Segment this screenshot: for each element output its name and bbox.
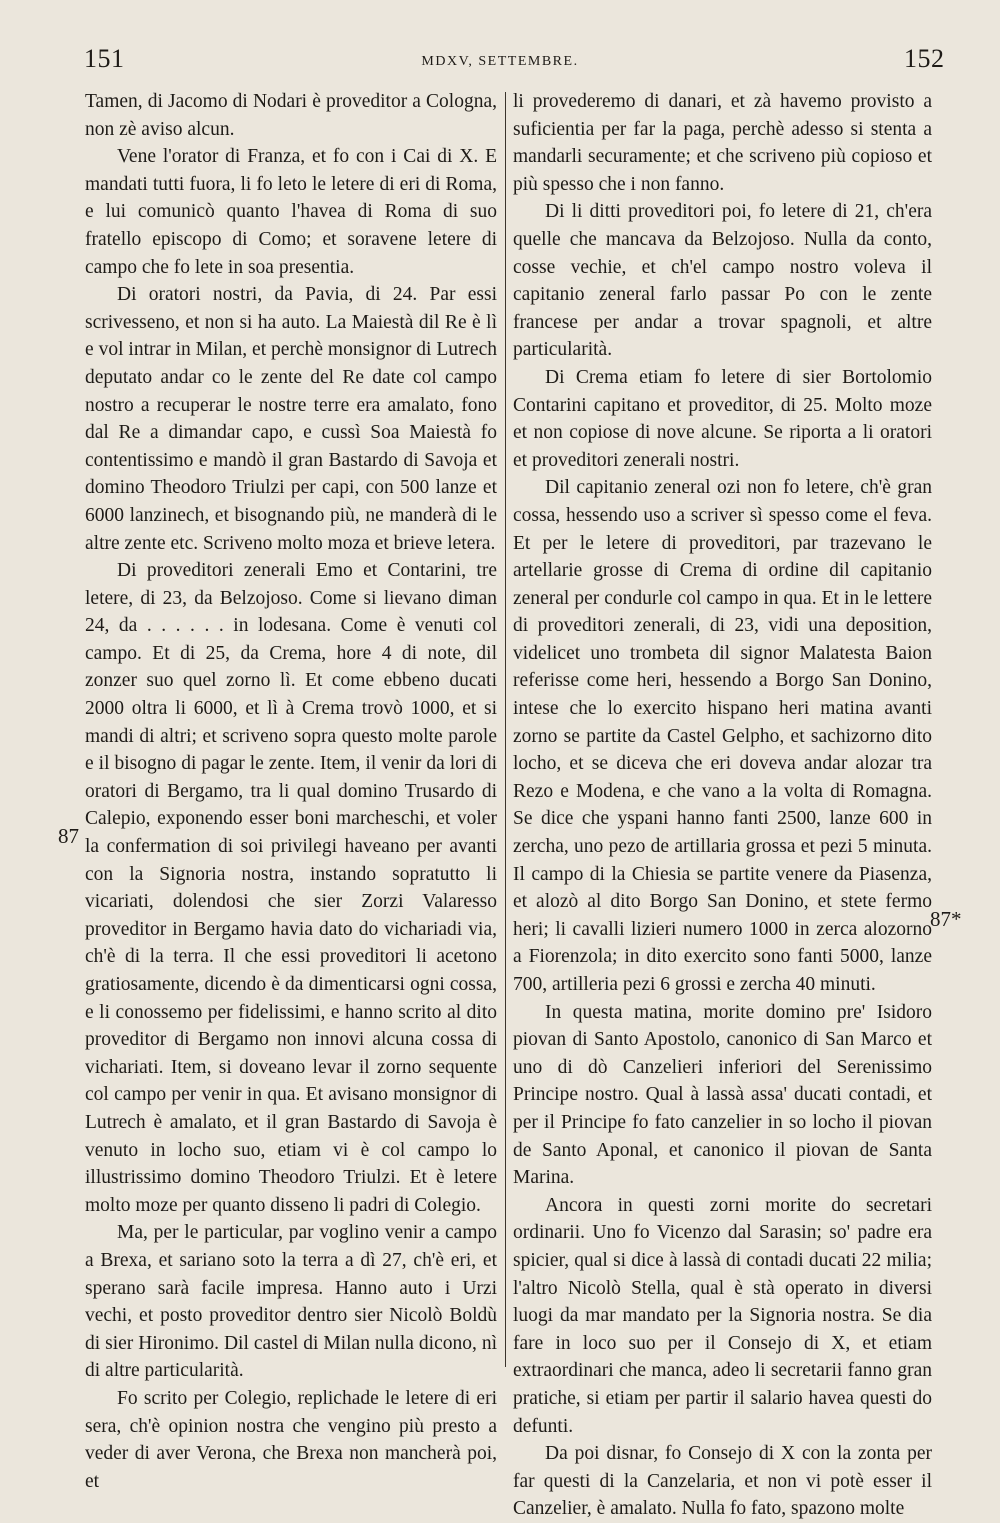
right-column	[513, 88, 932, 1520]
paragraph: Dil capitanio zeneral ozi non fo letere, ch'è gran cossa, hessendo uso a scriver sì spesso come el feva. Et per le letere di proveditori, par trazevano le artellarie grosse di Crema di ordine dil capitanio zeneral per condurle col campo in qua. Et in le lettere di proveditori zenerali, di 23, vidi una deposition, videlicet uno trombeta dil signor Malatesta Baion referisse come heri, hessendo a Borgo San Donino, intese che lo exercito hispano heri matina avanti zorno se partite da Castel Gelpho, et sachizorno dito locho, et se diceva che eri doveva andar alozar tra Rezo e Modena, e che vano a la volta di Romagna. Se dice che yspani hanno fanti 2500, lanze 600 in zercha, uno pezo de artillaria grossa et pezi 5 minuta. Il campo di la Chiesia se partite venere da Piasenza, et alozò al dito Borgo San Donino, et stete fermo heri; li cavalli lizieri numero 1000 in zerca alozorno a Fiorenzola; in dito exercito sono fanti 5000, lanze 700, artilleria pezi 6 grossi e zercha 40 minuti.	[513, 477, 932, 995]
running-title: MDXV, SETTEMBRE.	[421, 54, 579, 69]
paragraph: Vene l'orator di Franza, et fo con i Cai di X. E mandati tutti fuora, li fo leto le letere di eri di Roma, e lui comunicò quanto l'havea di Roma di suo fratello episcopo di Como; et soravene letere di campo che fo lete in soa presentia.	[85, 146, 497, 278]
paragraph: Da poi disnar, fo Consejo di X con la zonta per far questi di la Canzelaria, et non vi potè esser il Canzelier, è amalato. Nulla fo fato, spazono molte	[513, 1443, 932, 1520]
column-divider	[505, 92, 506, 1367]
paragraph: In questa matina, morite domino pre' Isidoro piovan di Santo Apostolo, canonico di San Marco et uno di dò Canzelieri inferiori del Serenissimo Principe nostro. Qual à lassà assa' ducati contadi, et per il Principe fo fato canzelier in so locho il piovan de Santo Aponal, et canonico il piovan de Santa Marina.	[513, 1001, 932, 1189]
paragraph: Ancora in questi zorni morite do secretari ordinarii. Uno fo Vicenzo dal Sarasin; so' padre era spicier, qual si dice à lassà di contadi ducati 22 milia; l'altro Nicolò Stella, qual è stà operato in diversi luogi da mar mandato per la Signoria nostra. Se dia fare in loco suo per il Consejo di X, et etiam extraordinari che manca, adeo li secretarii fanno gran pratiche, si etiam per partir il salario havea questi do defunti.	[513, 1194, 932, 1437]
page-header	[0, 44, 1000, 84]
paragraph: Di Crema etiam fo letere di sier Bortolomio Contarini capitano et proveditor, di 25. Molto moze et non copiose di nove alcune. Se riporta a li oratori et proveditori zenerali nostri.	[513, 366, 932, 471]
page-number-right: 152	[904, 44, 945, 73]
paragraph: Fo scrito per Colegio, replichade le letere di eri sera, ch'è opinion nostra che vengino più presto a veder di aver Verona, che Brexa non mancherà poi, et	[85, 1387, 497, 1492]
paragraph: Di li ditti proveditori poi, fo letere di 21, ch'era quelle che mancava da Belzojoso. Nulla da conto, cosse vechie, et ch'el campo nostro voleva il capitanio zeneral farlo passar Po con le zente francese per andar a trovar spagnoli, et altre particularità.	[513, 201, 932, 361]
margin-number-left: 87	[58, 824, 79, 848]
page-number-left: 151	[84, 44, 125, 73]
left-column	[85, 88, 497, 1492]
paragraph: Di oratori nostri, da Pavia, di 24. Par essi scrivesseno, et non si ha auto. La Maiestà dil Re è lì e vol intrar in Milan, et perchè monsignor di Lutrech deputato andar co le zente del Re date col campo nostro a recuperar le nostre terre era amalato, fono dal Re a dimandar capo, e cussì Soa Maiestà fo contentissimo e mandò il gran Bastardo di Savoja et domino Theodoro Triulzi per capi, con 500 lanze et 6000 lanzinech, et bisognando più, ne manderà di le altre zente etc. Scriveno molto moza et brieve letera.	[85, 284, 497, 554]
paragraph: li provederemo di danari, et zà havemo provisto a suficientia per far la paga, perchè adesso si stenta a mandarli securamente; et che scriveno più copioso et più spesso che i non fanno.	[513, 91, 932, 195]
margin-number-right: 87*	[930, 907, 962, 931]
paragraph: Di proveditori zenerali Emo et Contarini, tre letere, di 23, da Belzojoso. Come si lievano diman 24, da . . . . . . in lodesana. Come è venuti col campo. Et di 25, da Crema, hore 4 di note, dil zonzer suo quel zorno lì. Et come ebbeno ducati 2000 oltra li 6000, et lì à Crema trovò 1000, et si mandi di altri; et scriveno sopra questo molte parole e il bisogno di pagar le zente. Item, il venir da lori di oratori di Bergamo, tra li qual domino Trusardo di Calepio, exponendo esser boni marcheschi, et voler la confermation di soi privilegi haveano per avanti con la Signoria nostra, instando sopratutto li vicariati, dolendosi che sier Zorzi Valaresso proveditor in Bergamo havia dato do vichariadi via, ch'è di la terra. Il che essi proveditori li acetono gratiosamente, dicendo è da dimenticarsi ogni cossa, e li conossemo per fidelissimi, e hanno scrito al dito proveditor di Bergamo non innovi alcuna cossa di vichariati. Item, si doveano levar il zorno sequente col campo per venir in qua. Et avisano monsignor di Lutrech è amalato, et il gran Bastardo di Savoja è venuto in locho suo, etiam vi è col campo lo illustrissimo domino Theodoro Triulzi. Et è letere molto moze per quanto disseno li padri di Colegio.	[85, 560, 497, 1216]
paragraph: Ma, per le particular, par voglino venir a campo a Brexa, et sariano soto la terra a dì 27, ch'è eri, et sperano sarà facile impresa. Hanno auto i Urzi vechi, et posto proveditor dentro sier Nicolò Boldù di sier Hironimo. Dil castel di Milan nulla dicono, nì di altre particularità.	[85, 1222, 497, 1382]
paragraph: Tamen, di Jacomo di Nodari è proveditor a Cologna, non zè aviso alcun.	[85, 91, 497, 140]
